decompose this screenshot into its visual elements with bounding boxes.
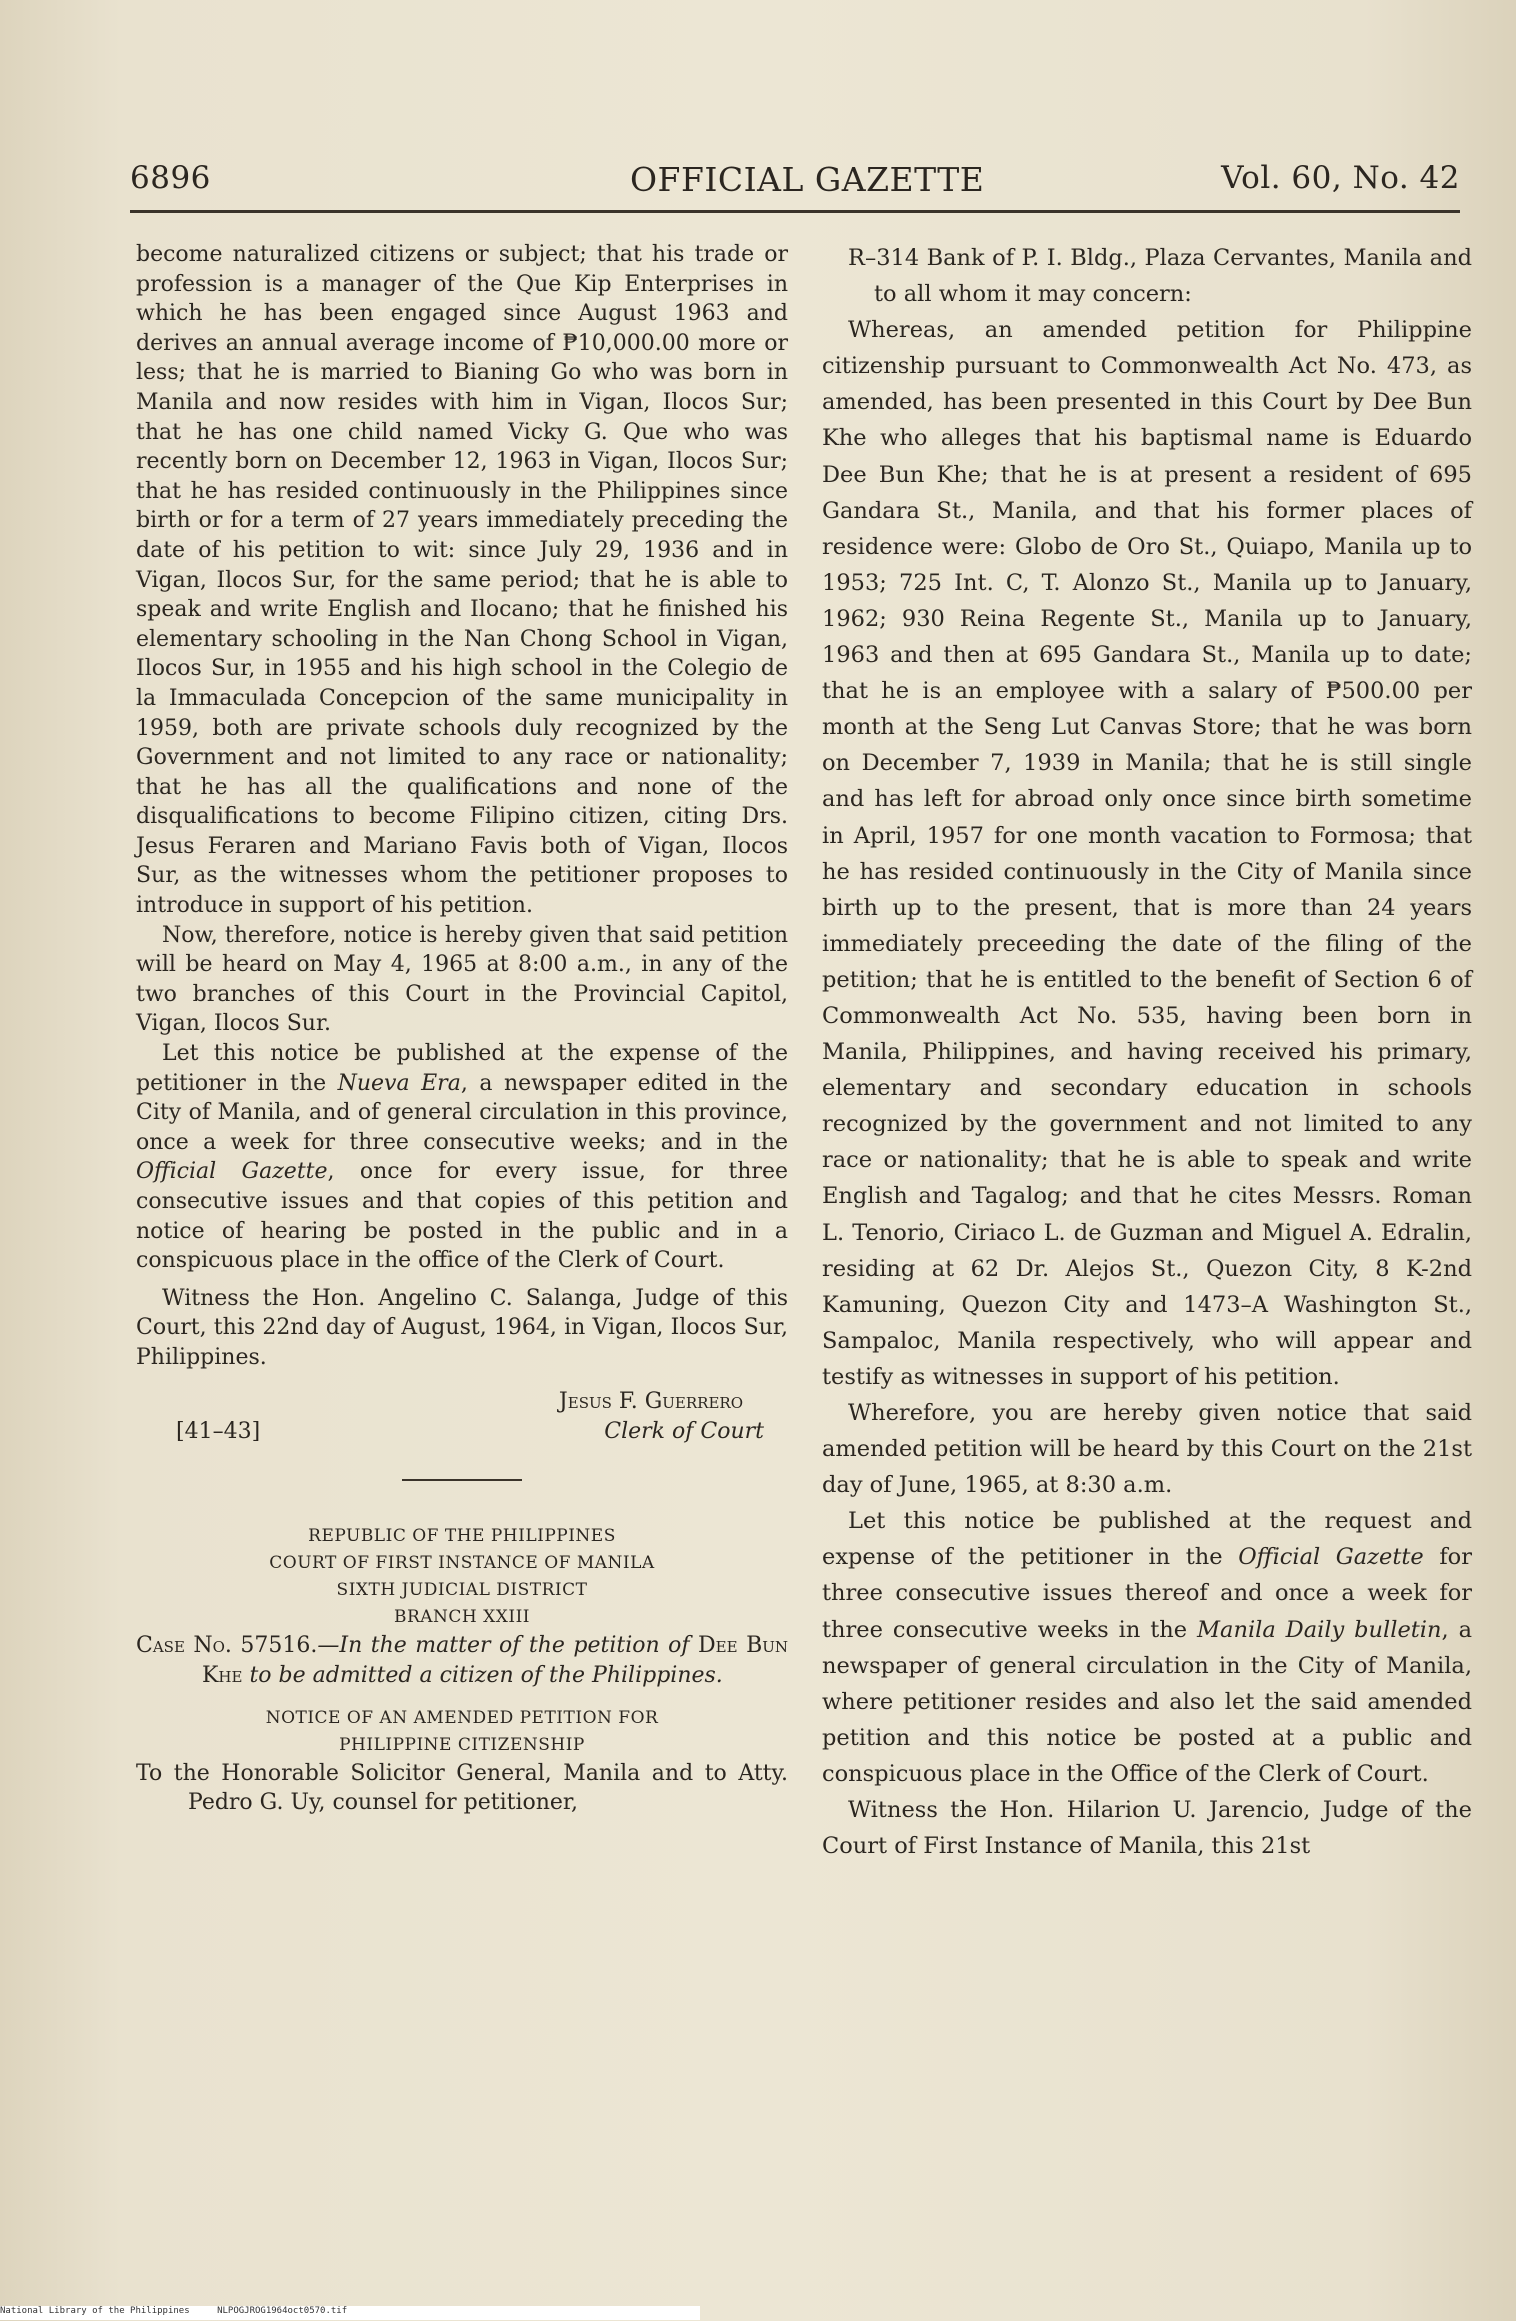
signatory-title: Clerk of Court: [604, 1418, 764, 1444]
addressee-line: To the Honorable Solicitor General, Manila and to Atty. Pedro G. Uy, counsel for petitioner,: [136, 1760, 788, 1816]
addressee-continued: R–314 Bank of P. I. Bldg., Plaza Cervantes, Manila and to all whom it may concern:: [848, 245, 1472, 308]
court-header-line: REPUBLIC OF THE PHILIPPINES: [308, 1525, 616, 1546]
case-number: Case No. 57516.: [136, 1632, 318, 1658]
gazette-name: Official Gazette: [136, 1159, 328, 1185]
right-column: [822, 240, 1472, 1864]
wherefore-paragraph: Wherefore, you are hereby given notice that said amended petition will be heard by this Court on the 21st day of June, 1965, at 8:30 a.m.: [822, 1400, 1472, 1499]
court-header-line: BRANCH XXIII: [393, 1606, 531, 1627]
header-rule: [130, 210, 1460, 213]
volume-number: Vol. 60, No. 42: [1221, 160, 1460, 196]
page-number: 6896: [130, 160, 211, 196]
gazette-name: Official Gazette: [1238, 1544, 1424, 1571]
scan-footer: [0, 2306, 700, 2320]
signatory-name: Jesus F. Guerrero: [558, 1388, 743, 1414]
publication-paragraph: Let this notice be published at the expense of the petitioner in the Nueva Era, a newspaper edited in the City of Manila, and of general circulation in this province, once a week for three consecutive weeks; and in the Official Gazette, once for every issue, for three consecutive issues and that copies of this petition and notice of hearing be posted in the public and in a conspicuous place in the office of the Clerk of Court.: [136, 1041, 788, 1274]
signature-block: [136, 1387, 788, 1449]
publication-paragraph: Let this notice be published at the request and expense of the petitioner in the Official Gazette for three consecutive issues thereof and once a week for three consecutive weeks in the Manila Daily bulletin, a newspaper of general circulation in the City of Manila, where petitioner resides and also let the said amended petition and this notice be posted at a public and conspicuous place in the Office of the Clerk of Court.: [822, 1508, 1472, 1787]
court-header: [136, 1523, 788, 1631]
issue-reference: [41–43]: [176, 1418, 261, 1444]
newspaper-name: Nueva Era: [337, 1070, 461, 1096]
hearing-notice-paragraph: Now, therefore, notice is hereby given that said petition will be heard on May 4, 1965 at 8:00 a.m., in any of the two branches of this Court in the Provincial Capitol, Vigan, Ilocos Sur.: [136, 922, 788, 1037]
newspaper-name: Manila Daily bulletin: [1197, 1616, 1442, 1643]
section-divider: [402, 1479, 522, 1481]
scan-filename: NLPOGJROG1964oct0570.tif: [217, 2306, 348, 2316]
whereas-paragraph: Whereas, an amended petition for Philippine citizenship pursuant to Commonwealth Act No. 473, as amended, has been presented in this Court by Dee Bun Khe who alleges that his baptismal name is Eduardo Dee Bun Khe; that he is at present a resident of 695 Gandara St., Manila, and that his former places of residence were: Globo de Oro St., Quiapo, Manila up to 1953; 725 Int. C, T. Alonzo St., Manila up to January, 1962; 930 Reina Regente St., Manila up to January, 1963 and then at 695 Gandara St., Manila up to date; that he is an employee with a salary of ₱500.00 per month at the Seng Lut Canvas Store; that he was born on December 7, 1939 in Manila; that he is still single and has left for abroad only once since birth sometime in April, 1957 for one month vacation to Formosa; that he has resided continuously in the City of Manila since birth up to the present, that is more than 24 years immediately preceeding the date of the filing of the petition; that he is entitled to the benefit of Section 6 of Commonwealth Act No. 535, having been born in Manila, Philippines, and having received his primary, elementary and secondary education in schools recognized by the government and not limited to any race or nationality; that he is able to speak and write English and Tagalog; and that he cites Messrs. Roman L. Tenorio, Ciriaco L. de Guzman and Miguel A. Edralin, residing at 62 Dr. Alejos St., Quezon City, 8 K-2nd Kamuning, Quezon City and 1473–A Washington St., Sampaloc, Manila respectively, who will appear and testify as witnesses in support of his petition.: [822, 317, 1472, 1390]
petitioner-name: Dee Bun Khe: [202, 1632, 788, 1688]
publication-title: OFFICIAL GAZETTE: [630, 160, 985, 199]
notice-title: NOTICE OF AN AMENDED PETITION FOR PHILIPPINE CITIZENSHIP: [265, 1707, 659, 1755]
witness-paragraph: Witness the Hon. Hilarion U. Jarencio, Judge of the Court of First Instance of Manila, this 21st: [822, 1797, 1472, 1860]
scan-source: National Library of the Philippines: [0, 2306, 190, 2316]
petition-body-paragraph: become naturalized citizens or subject; that his trade or profession is a manager of the Que Kip Enterprises in which he has been engaged since August 1963 and derives an annual average income of ₱10,000.00 more or less; that he is married to Bianing Go who was born in Manila and now resides with him in Vigan, Ilocos Sur; that he has one child named Vicky G. Que who was recently born on December 12, 1963 in Vigan, Ilocos Sur; that he has resided continuously in the Philippines since birth or for a term of 27 years immediately preceding the date of his petition to wit: since July 29, 1936 and in Vigan, Ilocos Sur, for the same period; that he is able to speak and write English and Ilocano; that he finished his elementary schooling in the Nan Chong School in Vigan, Ilocos Sur, in 1955 and his high school in the Colegio de la Immaculada Concepcion of the same municipality in 1959, both are private schools duly recognized by the Government and not limited to any race or nationality; that he has all the qualifications and none of the disqualifications to become Filipino citizen, citing Drs. Jesus Feraren and Mariano Favis both of Vigan, Ilocos Sur, as the witnesses whom the petitioner proposes to introduce in support of his petition.: [136, 242, 788, 919]
court-header-line: SIXTH JUDICIAL DISTRICT: [336, 1579, 588, 1600]
page-header: [130, 160, 1460, 210]
case-caption: Case No. 57516.—In the matter of the petition of Dee Bun Khe to be admitted a citizen of the Philippines.: [136, 1632, 788, 1688]
court-header-line: COURT OF FIRST INSTANCE OF MANILA: [269, 1552, 655, 1573]
witness-paragraph: Witness the Hon. Angelino C. Salanga, Judge of this Court, this 22nd day of August, 1964, in Vigan, Ilocos Sur, Philippines.: [136, 1285, 788, 1370]
left-column: [136, 240, 788, 1818]
